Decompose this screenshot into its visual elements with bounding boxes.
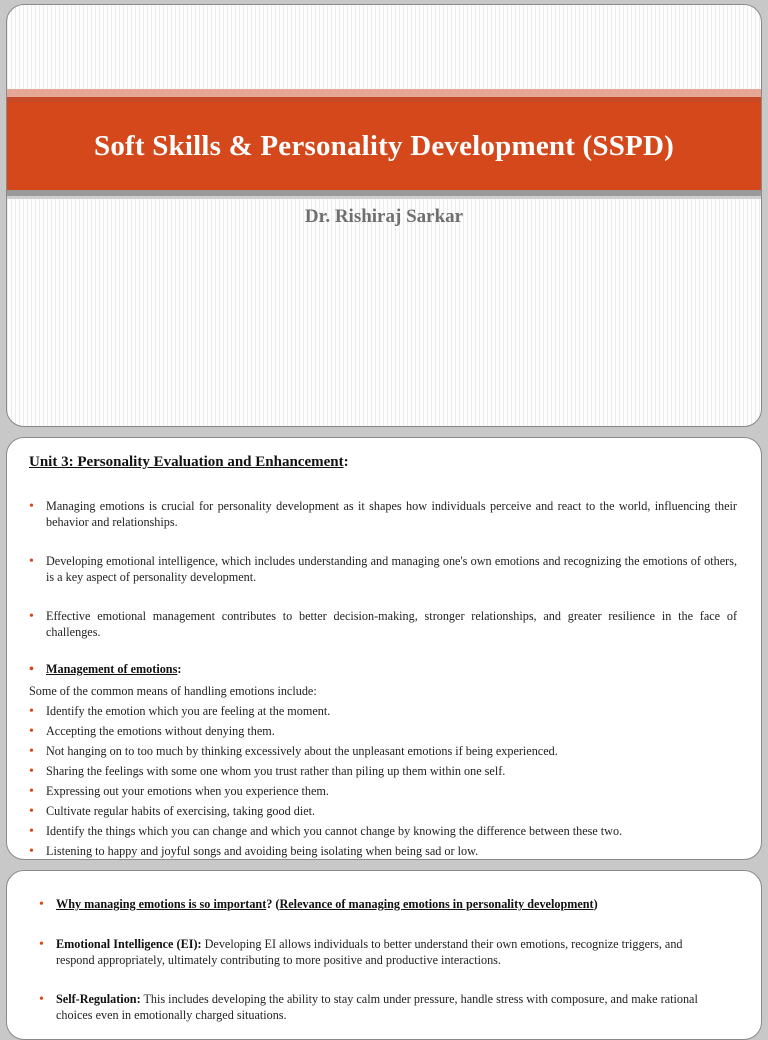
ei-label: Emotional Intelligence (EI):	[56, 937, 202, 951]
list-item-text: Expressing out your emotions when you experience them.	[46, 784, 329, 798]
slide-title: Soft Skills & Personality Development (SSPD)	[94, 129, 674, 162]
heading-text: Unit 3: Personality Evaluation and Enhancement	[29, 454, 344, 470]
author-name: Dr. Rishiraj Sarkar	[304, 206, 464, 227]
self-regulation-item	[39, 992, 717, 1023]
bullet-icon: •	[29, 844, 34, 859]
bullet-icon: •	[39, 897, 44, 912]
list-item	[29, 744, 558, 759]
bullet-icon: •	[29, 499, 34, 514]
paragraph-text: Developing emotional intelligence, which includes understanding and managing one's own emotions and recognizing the emotions of others, is a key aspect of personality development.	[46, 554, 737, 584]
bullet-icon: •	[39, 992, 44, 1007]
bullet-icon: •	[29, 784, 34, 799]
heading-colon: :	[343, 454, 349, 470]
list-item-text: Accepting the emotions without denying them.	[46, 724, 275, 738]
list-item-text: Sharing the feelings with some one whom you trust rather than piling up them within one self.	[46, 764, 506, 778]
bullet-icon: •	[29, 609, 34, 624]
list-item	[29, 724, 275, 739]
paragraph-text: Managing emotions is crucial for personality development as it shapes how individuals perceive and react to the world, influencing their behavior and relationships.	[46, 499, 737, 529]
paragraph-item	[29, 554, 737, 585]
sr-label: Self-Regulation:	[56, 992, 141, 1006]
sr-text: This includes developing the ability to stay calm under pressure, handle stress with composure, and make rational choices even in emotionally charged situations.	[56, 992, 698, 1022]
slide-heading	[29, 454, 349, 471]
list-item	[29, 824, 622, 839]
ei-text: Developing EI allows individuals to better understand their own emotions, recognize triggers, and respond appropriately, ultimately contributing to more positive and productive interactions.	[56, 937, 683, 967]
paragraph-text: Effective emotional management contributes to better decision-making, stronger relationships, and greater resilience in the face of challenges.	[46, 609, 737, 639]
title-band	[7, 102, 761, 190]
decorative-band	[7, 89, 761, 97]
list-item-text: Cultivate regular habits of exercising, taking good diet.	[46, 804, 316, 818]
bullet-icon: •	[29, 744, 34, 759]
bullet-icon: •	[29, 554, 34, 569]
question-close: )	[593, 897, 598, 911]
list-item	[29, 804, 315, 819]
bullet-icon: •	[29, 724, 34, 739]
list-item-text: Identify the emotion which you are feeling at the moment.	[46, 704, 331, 718]
management-intro: Some of the common means of handling emotions include:	[29, 684, 317, 698]
paragraph-item	[29, 499, 737, 530]
content-slide-relevance	[6, 870, 762, 1040]
bullet-icon: •	[29, 804, 34, 819]
paragraph-item	[29, 609, 737, 640]
bullet-icon: •	[29, 704, 34, 719]
list-item	[29, 844, 478, 859]
bullet-icon: •	[39, 937, 44, 952]
question-item	[39, 897, 717, 913]
question-relevance: Relevance of managing emotions in personality development	[279, 897, 594, 911]
list-item	[29, 764, 505, 779]
list-item-text: Listening to happy and joyful songs and avoiding being isolating when being sad or low.	[46, 844, 479, 858]
ei-item	[39, 937, 717, 968]
list-item	[29, 704, 330, 719]
question-punct: ? (	[266, 897, 280, 911]
bullet-icon: •	[29, 764, 34, 779]
management-colon: :	[177, 662, 182, 676]
list-item	[29, 784, 329, 799]
bullet-icon: •	[29, 662, 34, 677]
decorative-band	[7, 196, 761, 199]
question-text: Why managing emotions is so important	[56, 897, 267, 911]
content-slide-unit3	[6, 437, 762, 860]
title-slide	[6, 4, 762, 427]
list-item-text: Not hanging on to too much by thinking excessively about the unpleasant emotions if being experienced.	[46, 744, 558, 758]
management-heading	[29, 662, 181, 677]
list-item-text: Identify the things which you can change and which you cannot change by knowing the difference between these two.	[46, 824, 623, 838]
bullet-icon: •	[29, 824, 34, 839]
management-title: Management of emotions	[46, 662, 178, 676]
